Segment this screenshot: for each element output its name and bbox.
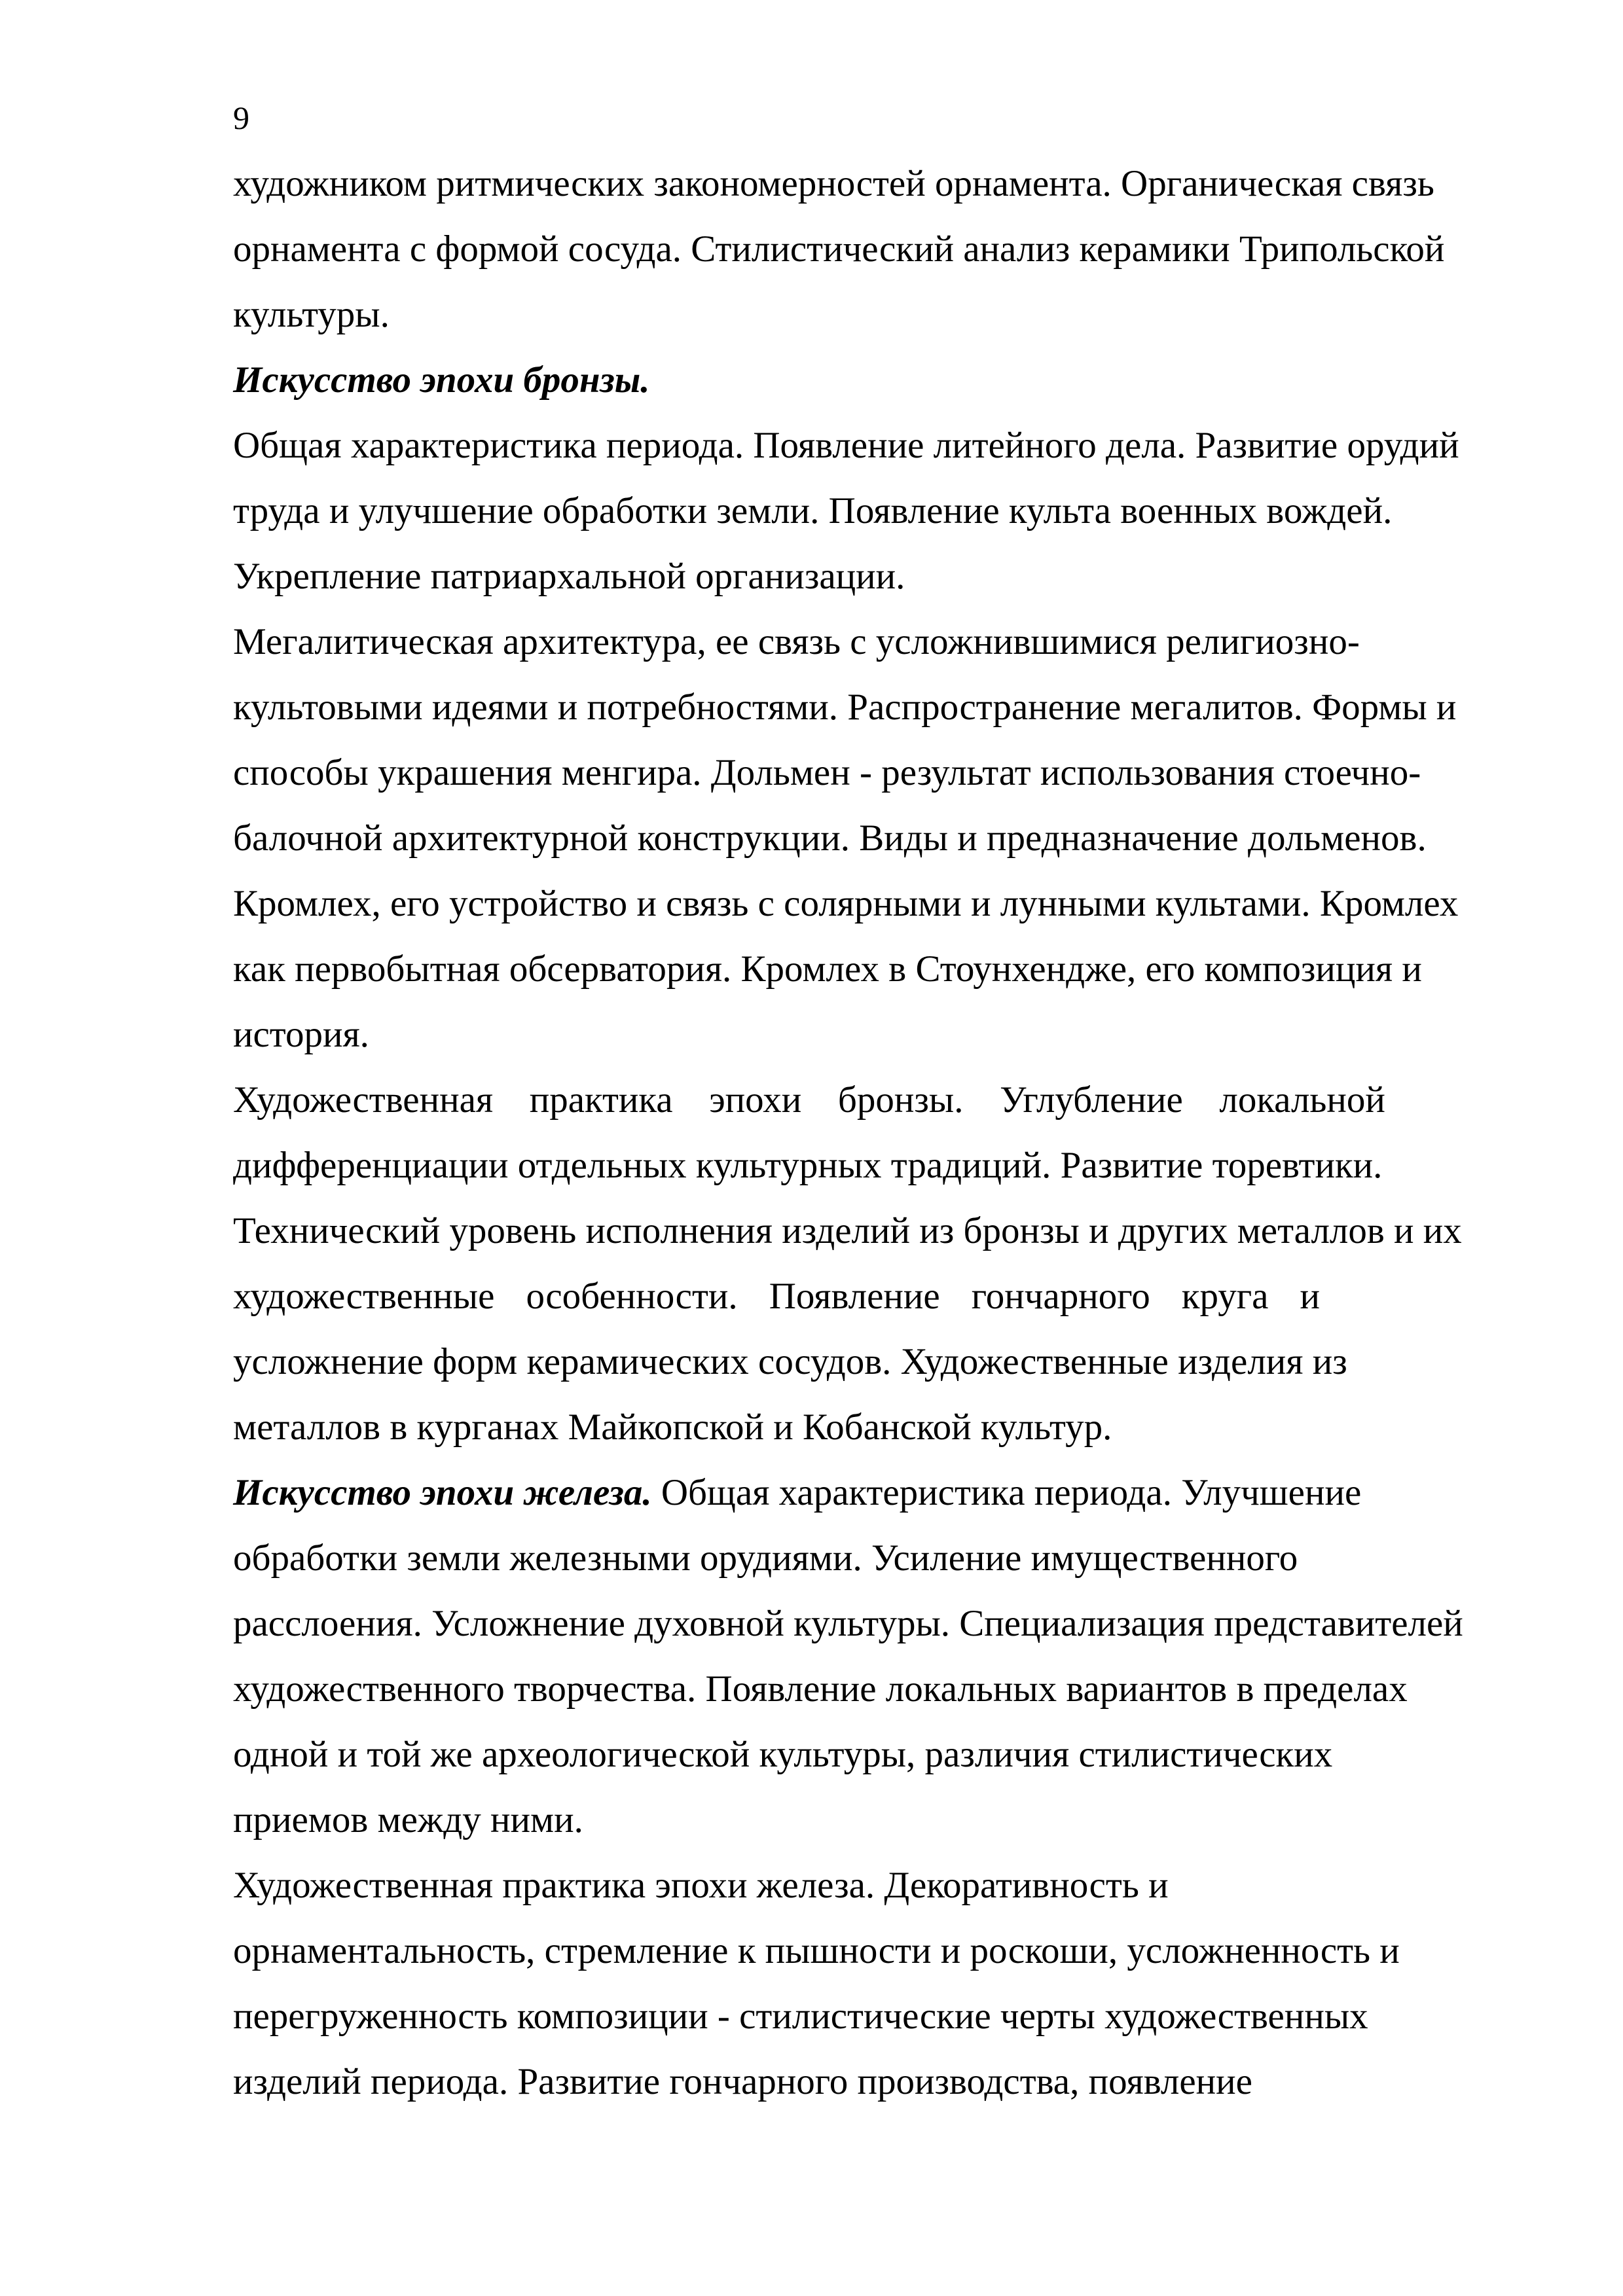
word: художественные xyxy=(233,1276,495,1317)
text-line: приемов между ними. xyxy=(233,1799,583,1840)
section-heading-bronze-age: Искусство эпохи бронзы. xyxy=(233,359,650,401)
text-line: как первобытная обсерватория. Кромлех в Стоунхендже, его композиция и xyxy=(233,948,1422,990)
word: эпохи xyxy=(709,1079,802,1121)
word: локальной xyxy=(1219,1079,1385,1121)
text-line: Общая характеристика периода. Появление литейного дела. Развитие орудий xyxy=(233,425,1459,466)
text-line: орнамента с формой сосуда. Стилистический анализ керамики Трипольской xyxy=(233,228,1445,270)
text-line: металлов в курганах Майкопской и Кобанской культур. xyxy=(233,1407,1112,1448)
text-line: художником ритмических закономерностей орнамента. Органическая связь xyxy=(233,163,1434,204)
word: Углубление xyxy=(1000,1079,1183,1121)
word: Художественная xyxy=(233,1079,494,1121)
text-line: изделий периода. Развитие гончарного производства, появление xyxy=(233,2061,1252,2102)
text-line: дифференциации отдельных культурных традиций. Развитие торевтики. xyxy=(233,1145,1383,1186)
text-line: одной и той же археологической культуры, различия стилистических xyxy=(233,1734,1333,1775)
text-line: Технический уровень исполнения изделий из бронзы и других металлов и их xyxy=(233,1210,1462,1251)
text-run: Общая характеристика периода. Улучшение xyxy=(651,1472,1362,1513)
text-line: расслоения. Усложнение духовной культуры. Специализация представителей xyxy=(233,1603,1463,1644)
word: практика xyxy=(529,1079,673,1121)
word: особенности. xyxy=(526,1276,738,1317)
word: гончарного xyxy=(971,1276,1150,1317)
text-line: Художественная практика эпохи железа. Декоративность и xyxy=(233,1865,1169,1906)
text-line: перегруженность композиции - стилистические черты художественных xyxy=(233,1996,1368,2037)
text-line: обработки земли железными орудиями. Усиление имущественного xyxy=(233,1537,1298,1579)
text-line xyxy=(233,1470,1361,1516)
text-line: художественного творчества. Появление локальных вариантов в пределах xyxy=(233,1668,1408,1710)
text-line: балочной архитектурной конструкции. Виды и предназначение дольменов. xyxy=(233,817,1427,859)
text-line: культовыми идеями и потребностями. Распространение мегалитов. Формы и xyxy=(233,687,1457,728)
word: круга xyxy=(1181,1276,1269,1317)
text-line: Мегалитическая архитектура, ее связь с усложнившимися религиозно- xyxy=(233,621,1360,662)
text-line: Кромлех, его устройство и связь с солярными и лунными культами. Кромлех xyxy=(233,883,1459,924)
word: бронзы. xyxy=(837,1079,964,1121)
text-line: способы украшения менгира. Дольмен - результат использования стоечно- xyxy=(233,752,1421,793)
text-line: труда и улучшение обработки земли. Появление культа военных вождей. xyxy=(233,490,1393,531)
text-line-justified xyxy=(233,1077,1385,1123)
page-number: 9 xyxy=(233,99,249,136)
text-line: история. xyxy=(233,1014,369,1055)
text-line: культуры. xyxy=(233,294,390,335)
word: Появление xyxy=(769,1276,940,1317)
text-line: орнаментальность, стремление к пышности и роскоши, усложненность и xyxy=(233,1930,1400,1971)
word: и xyxy=(1300,1276,1320,1317)
text-line: Укрепление патриархальной организации. xyxy=(233,556,905,597)
text-line-justified xyxy=(233,1274,1320,1319)
section-heading-iron-age: Искусство эпохи железа. xyxy=(233,1472,652,1513)
text-line: усложнение форм керамических сосудов. Художественные изделия из xyxy=(233,1341,1347,1382)
